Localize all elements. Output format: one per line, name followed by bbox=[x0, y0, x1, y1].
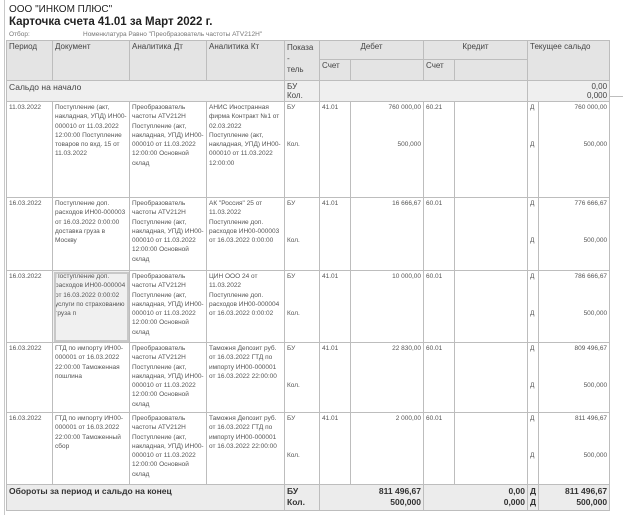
opening-balance-row[interactable] bbox=[7, 81, 610, 102]
account-card-table bbox=[6, 40, 610, 511]
opening-indicator: БУ Кол. bbox=[285, 81, 320, 102]
cell-debit-account[interactable]: 41.01 bbox=[320, 271, 351, 343]
cell-indicator: БУ Кол. bbox=[285, 198, 320, 271]
cell-balance-amount[interactable]: 811 496,67 500,000 bbox=[539, 413, 610, 485]
totals-row[interactable] bbox=[7, 485, 610, 511]
cell-period[interactable]: 16.03.2022 bbox=[7, 198, 53, 271]
cell-analytics-dt[interactable]: Преобразователь частоты ATV212H Поступление (акт, накладная, УПД) ИН00-000010 от 11.03.2022 12:00:00 Основной склад bbox=[130, 413, 207, 485]
cell-period[interactable]: 11.03.2022 bbox=[7, 102, 53, 198]
cell-analytics-dt[interactable]: Преобразователь частоты ATV212H Поступление (акт, накладная, УПД) ИН00-000010 от 11.03.2022 12:00:00 Основной склад bbox=[130, 343, 207, 413]
cell-analytics-kt[interactable]: Таможня Депозит руб. от 16.03.2022 ГТД по импорту ИН00-000001 от 16.03.2022 22:00:00 bbox=[207, 343, 285, 413]
col-credit-account[interactable]: Счет bbox=[424, 60, 455, 81]
cell-balance-direction: Д Д bbox=[528, 343, 539, 413]
cell-analytics-dt[interactable]: Преобразователь частоты ATV212H Поступление (акт, накладная, УПД) ИН00-000010 от 11.03.2022 12:00:00 Основной склад bbox=[130, 271, 207, 343]
cell-period[interactable]: 16.03.2022 bbox=[7, 343, 53, 413]
cell-analytics-dt[interactable]: Преобразователь частоты ATV212H Поступление (акт, накладная, УПД) ИН00-000010 от 11.03.2022 12:00:00 Основной склад bbox=[130, 102, 207, 198]
cell-analytics-kt[interactable]: ЦИН ООО 24 от 11.03.2022 Поступление доп. расходов ИН00-000004 от 16.03.2022 0:00:02 bbox=[207, 271, 285, 343]
cell-debit-amount[interactable]: 2 000,00 bbox=[351, 413, 424, 485]
totals-debit: 811 496,67 500,000 bbox=[320, 485, 424, 511]
cell-debit-account[interactable]: 41.01 bbox=[320, 198, 351, 271]
cell-balance-direction: Д Д bbox=[528, 198, 539, 271]
cell-balance-direction: Д Д bbox=[528, 413, 539, 485]
cell-balance-amount[interactable]: 776 666,67 500,000 bbox=[539, 198, 610, 271]
cell-indicator: БУ Кол. bbox=[285, 343, 320, 413]
report-title: Карточка счета 41.01 за Март 2022 г. bbox=[9, 16, 213, 28]
cell-document[interactable]: Поступление (акт, накладная, УПД) ИН00-000010 от 11.03.2022 12:00:00 Поступление товаров по вхд. 15 от 11.03.2022 bbox=[53, 102, 130, 198]
totals-label: Обороты за период и сальдо на конец bbox=[7, 485, 285, 511]
col-debit[interactable]: Дебет bbox=[320, 41, 424, 60]
cell-debit-amount[interactable]: 760 000,00 500,000 bbox=[351, 102, 424, 198]
cell-period[interactable]: 16.03.2022 bbox=[7, 271, 53, 343]
table-row[interactable] bbox=[7, 102, 610, 198]
cell-credit-amount[interactable] bbox=[455, 198, 528, 271]
cell-analytics-kt[interactable]: АНИС Иностранная фирма Контракт №1 от 02.03.2022 Поступление (акт, накладная, УПД) ИН00-000010 от 11.03.2022 12:00:00 bbox=[207, 102, 285, 198]
cell-balance-direction: Д Д bbox=[528, 271, 539, 343]
table-row[interactable] bbox=[7, 343, 610, 413]
filter-label: Отбор: bbox=[9, 31, 30, 38]
cell-document[interactable]: Поступление доп. расходов ИН00-000003 от 16.03.2022 0:00:00 доставка груза в Москву bbox=[53, 198, 130, 271]
opening-balance-label: Сальдо на начало bbox=[7, 81, 285, 102]
cell-credit-account[interactable]: 60.21 bbox=[424, 102, 455, 198]
header-divider bbox=[608, 96, 623, 97]
cell-document[interactable]: ГТД по импорту ИН00-000001 от 16.03.2022 22:00:00 Таможенный сбор bbox=[53, 413, 130, 485]
table-row[interactable] bbox=[7, 271, 610, 343]
cell-indicator: БУ Кол. bbox=[285, 271, 320, 343]
cell-credit-account[interactable]: 60.01 bbox=[424, 343, 455, 413]
totals-balance-direction: Д Д bbox=[528, 485, 539, 511]
col-credit[interactable]: Кредит bbox=[424, 41, 528, 60]
filter-value: Номенклатура Равно "Преобразователь частоты ATV212H" bbox=[83, 31, 263, 38]
cell-document[interactable]: ГТД по импорту ИН00-000001 от 16.03.2022 22:00:00 Таможенная пошлина bbox=[53, 343, 130, 413]
col-balance[interactable]: Текущее сальдо bbox=[528, 41, 610, 81]
col-debit-account[interactable]: Счет bbox=[320, 60, 351, 81]
cell-balance-amount[interactable]: 786 666,67 500,000 bbox=[539, 271, 610, 343]
cell-balance-amount[interactable]: 760 000,00 500,000 bbox=[539, 102, 610, 198]
cell-credit-account[interactable]: 60.01 bbox=[424, 271, 455, 343]
cell-credit-amount[interactable] bbox=[455, 343, 528, 413]
table-row[interactable] bbox=[7, 413, 610, 485]
cell-document[interactable]: Поступление доп. расходов ИН00-000004 от 16.03.2022 0:00:02 услуги по страхованию груза п bbox=[53, 271, 130, 343]
col-debit-amount bbox=[351, 60, 424, 81]
col-document[interactable]: Документ bbox=[53, 41, 130, 81]
cell-credit-account[interactable]: 60.01 bbox=[424, 198, 455, 271]
table-row[interactable] bbox=[7, 198, 610, 271]
opening-balance-value: 0,00 0,000 bbox=[528, 81, 610, 102]
cell-debit-account[interactable]: 41.01 bbox=[320, 343, 351, 413]
opening-empty bbox=[320, 81, 528, 102]
cell-analytics-kt[interactable]: АК "Россия" 25 от 11.03.2022 Поступление доп. расходов ИН00-000003 от 16.03.2022 0:00:00 bbox=[207, 198, 285, 271]
cell-credit-amount[interactable] bbox=[455, 271, 528, 343]
cell-credit-amount[interactable] bbox=[455, 413, 528, 485]
cell-debit-account[interactable]: 41.01 bbox=[320, 102, 351, 198]
totals-balance: 811 496,67 500,000 bbox=[539, 485, 610, 511]
cell-analytics-dt[interactable]: Преобразователь частоты ATV212H Поступление (акт, накладная, УПД) ИН00-000010 от 11.03.2022 12:00:00 Основной склад bbox=[130, 198, 207, 271]
cell-analytics-kt[interactable]: Таможня Депозит руб. от 16.03.2022 ГТД по импорту ИН00-000001 от 16.03.2022 22:00:00 bbox=[207, 413, 285, 485]
cell-balance-direction: Д Д bbox=[528, 102, 539, 198]
cell-balance-amount[interactable]: 809 496,67 500,000 bbox=[539, 343, 610, 413]
totals-indicator: БУ Кол. bbox=[285, 485, 320, 511]
col-analytics-dt[interactable]: Аналитика Дт bbox=[130, 41, 207, 81]
cell-credit-account[interactable]: 60.01 bbox=[424, 413, 455, 485]
col-analytics-kt[interactable]: Аналитика Кт bbox=[207, 41, 285, 81]
col-credit-amount bbox=[455, 60, 528, 81]
cell-indicator: БУ Кол. bbox=[285, 102, 320, 198]
cell-debit-amount[interactable]: 16 666,67 bbox=[351, 198, 424, 271]
left-margin-line bbox=[4, 0, 5, 515]
cell-debit-amount[interactable]: 10 000,00 bbox=[351, 271, 424, 343]
col-indicator[interactable]: Показа - тель bbox=[285, 41, 320, 81]
cell-debit-amount[interactable]: 22 830,00 bbox=[351, 343, 424, 413]
totals-credit: 0,00 0,000 bbox=[424, 485, 528, 511]
cell-credit-amount[interactable] bbox=[455, 102, 528, 198]
cell-period[interactable]: 16.03.2022 bbox=[7, 413, 53, 485]
col-period[interactable]: Период bbox=[7, 41, 53, 81]
cell-debit-account[interactable]: 41.01 bbox=[320, 413, 351, 485]
cell-indicator: БУ Кол. bbox=[285, 413, 320, 485]
organization-name: ООО "ИНКОМ ПЛЮС" bbox=[9, 4, 113, 15]
